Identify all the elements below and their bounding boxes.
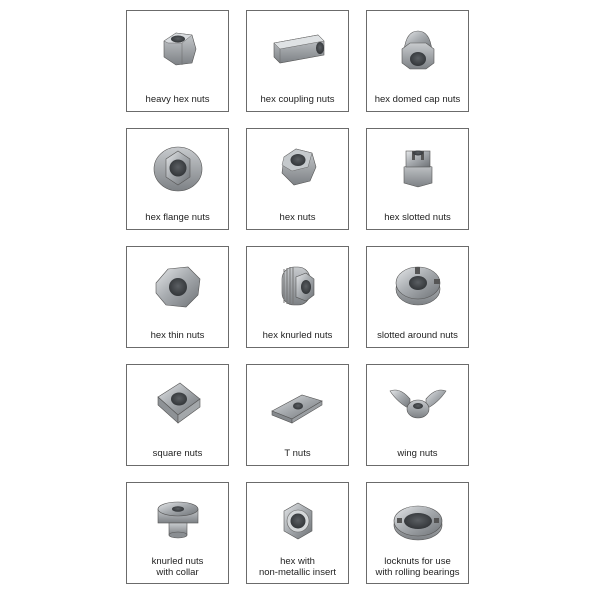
card-locknuts-for-rolling-bearings[interactable]: [366, 482, 469, 584]
card-label: slotted around nuts: [377, 330, 458, 341]
card-wing-nuts[interactable]: [366, 364, 469, 466]
card-knurled-nuts-with-collar[interactable]: [126, 482, 229, 584]
card-label: square nuts: [152, 448, 203, 459]
slotted-round-nut-icon: [367, 253, 468, 317]
card-hex-thin-nuts[interactable]: [126, 246, 229, 348]
card-label: T nuts: [284, 448, 311, 459]
wing-nut-icon: [367, 371, 468, 435]
card-label: hex flange nuts: [145, 212, 210, 223]
card-label: locknuts for use with rolling bearings: [375, 556, 460, 578]
hex-knurled-nut-icon: [247, 253, 348, 317]
card-hex-domed-cap-nuts[interactable]: [366, 10, 469, 112]
card-t-nuts[interactable]: [246, 364, 349, 466]
square-nut-icon: [127, 371, 228, 435]
t-nut-icon: [247, 371, 348, 435]
hex-thin-nut-icon: [127, 253, 228, 317]
card-hex-nuts[interactable]: [246, 128, 349, 230]
card-label: knurled nuts with collar: [151, 556, 204, 578]
card-label: hex thin nuts: [150, 330, 205, 341]
bearing-locknut-icon: [367, 489, 468, 553]
nylon-insert-hex-nut-icon: [247, 489, 348, 553]
heavy-hex-nut-icon: [127, 17, 228, 81]
card-label: hex nuts: [279, 212, 316, 223]
card-slotted-around-nuts[interactable]: [366, 246, 469, 348]
hex-nut-icon: [247, 135, 348, 199]
card-square-nuts[interactable]: [126, 364, 229, 466]
card-hex-flange-nuts[interactable]: [126, 128, 229, 230]
hex-domed-cap-nut-icon: [367, 17, 468, 81]
card-label: hex knurled nuts: [262, 330, 333, 341]
card-label: heavy hex nuts: [145, 94, 210, 105]
card-hex-coupling-nuts[interactable]: [246, 10, 349, 112]
card-label: hex domed cap nuts: [374, 94, 461, 105]
hex-coupling-nut-icon: [247, 17, 348, 81]
card-label: hex slotted nuts: [384, 212, 451, 223]
card-label: hex coupling nuts: [260, 94, 335, 105]
card-heavy-hex-nuts[interactable]: [126, 10, 229, 112]
knurled-collar-nut-icon: [127, 489, 228, 553]
hex-flange-nut-icon: [127, 135, 228, 199]
card-hex-slotted-nuts[interactable]: [366, 128, 469, 230]
card-hex-with-non-metallic-insert[interactable]: [246, 482, 349, 584]
card-hex-knurled-nuts[interactable]: [246, 246, 349, 348]
card-label: wing nuts: [397, 448, 438, 459]
card-label: hex with non-metallic insert: [258, 556, 337, 578]
product-grid: [126, 10, 469, 584]
hex-slotted-nut-icon: [367, 135, 468, 199]
